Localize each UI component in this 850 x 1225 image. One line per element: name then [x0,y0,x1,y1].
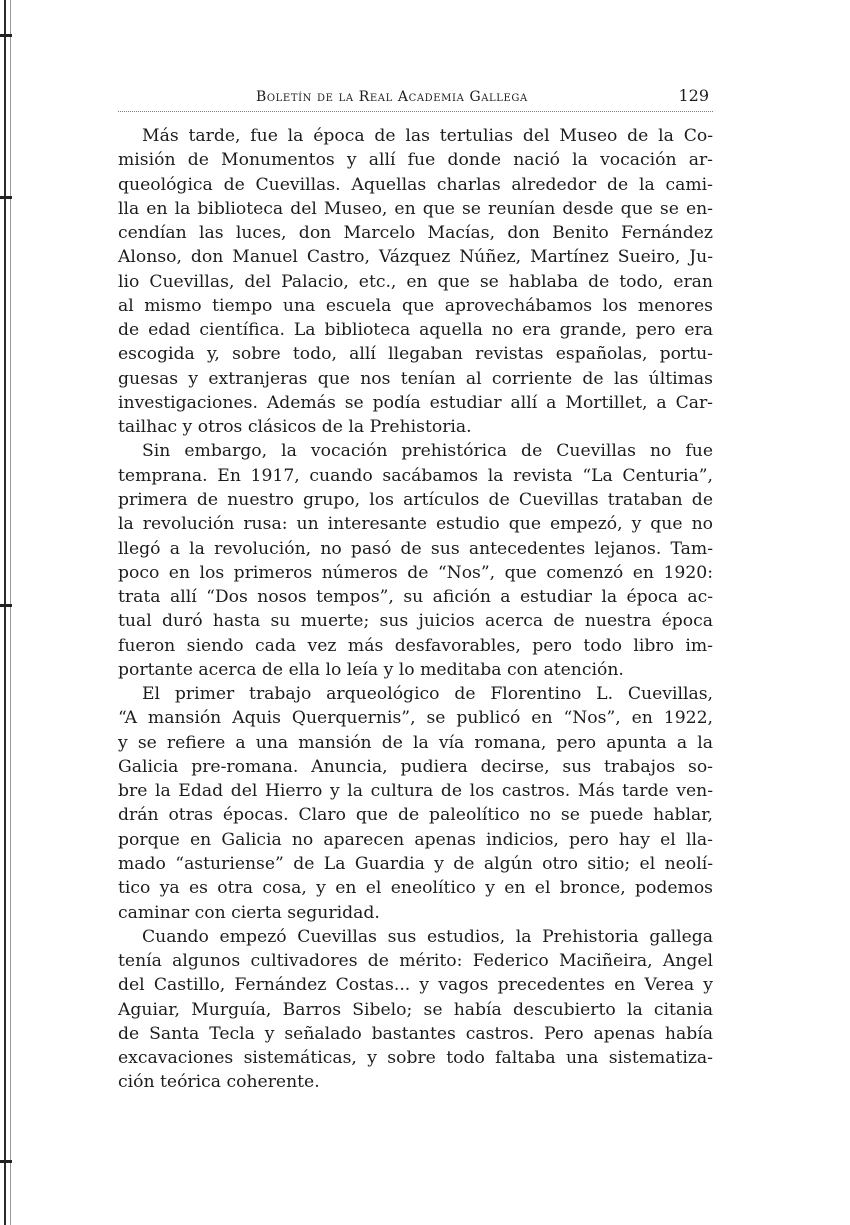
text-line: drán otras épocas. Claro que de paleolítico no se puede hablar, [118,805,713,826]
page-binding-edge-inner [10,0,11,1225]
text-line: ción teórica coherente. [118,1072,320,1093]
header-rule [118,111,713,112]
text-line: al mismo tiempo una escuela que aprovechábamos los menores [118,295,713,316]
text-line: y se refiere a una mansión de la vía romana, pero apunta a la [118,732,713,753]
text-line: de Santa Tecla y señalado bastantes castros. Pero apenas había [118,1023,713,1044]
text-line: poco en los primeros números de “Nos”, que comenzó en 1920: [118,562,713,583]
text-line: llegó a la revolución, no pasó de sus antecedentes lejanos. Tam- [118,538,713,559]
text-line: tailhac y otros clásicos de la Prehistoria. [118,417,472,438]
text-line: “A mansión Aquis Querquernis”, se publicó en “Nos”, en 1922, [118,708,713,729]
binding-mark [0,34,12,37]
text-line: primera de nuestro grupo, los artículos de Cuevillas trataban de [118,489,713,510]
text-line: guesas y extranjeras que nos tenían al corriente de las últimas [118,368,713,389]
journal-title: Boletín de la Real Academia Gallega [256,89,528,105]
text-line: de edad científica. La biblioteca aquella no era grande, pero era [118,320,713,341]
text-line: portante acerca de ella lo leía y lo meditaba con atención. [118,659,624,680]
text-line: porque en Galicia no aparecen apenas indicios, pero hay el lla- [118,829,713,850]
text-line: investigaciones. Además se podía estudiar allí a Mortillet, a Car- [118,392,713,413]
text-line: cendían las luces, don Marcelo Macías, don Benito Fernández [118,223,713,244]
paragraph [118,682,713,925]
text-line: la revolución rusa: un interesante estudio que empezó, y que no [118,514,713,535]
binding-mark [0,1160,12,1163]
text-line: temprana. En 1917, cuando sacábamos la revista “La Centuria”, [118,465,713,486]
text-line: mado “asturiense” de La Guardia y de algún otro sitio; el neolí- [118,853,713,874]
paragraph [118,925,713,1095]
text-line: Más tarde, fue la época de las tertulias del Museo de la Co- [142,126,713,146]
text-line: escogida y, sobre todo, allí llegaban revistas españolas, portu- [118,344,713,365]
body-text [118,124,713,1095]
text-line: El primer trabajo arqueológico de Florentino L. Cuevillas, [142,684,713,705]
paragraph [118,439,713,682]
text-line: Sin embargo, la vocación prehistórica de Cuevillas no fue [142,441,713,462]
paragraph [118,124,713,439]
binding-mark [0,196,12,199]
page-binding-edge [4,0,6,1225]
text-line: excavaciones sistemáticas, y sobre todo faltaba una sistematiza- [118,1048,713,1069]
text-line: queológica de Cuevillas. Aquellas charlas alrededor de la cami- [118,174,713,195]
text-line: del Castillo, Fernández Costas... y vagos precedentes en Verea y [118,975,713,996]
text-line: Galicia pre-romana. Anuncia, pudiera decirse, sus trabajos so- [118,756,713,777]
page-number: 129 [678,86,709,105]
text-line: lio Cuevillas, del Palacio, etc., en que se hablaba de todo, eran [118,271,713,292]
text-line: caminar con cierta seguridad. [118,902,380,923]
text-line: tico ya es otra cosa, y en el eneolítico y en el bronce, podemos [118,878,713,899]
text-line: tenía algunos cultivadores de mérito: Federico Maciñeira, Angel [118,951,713,972]
text-line: Alonso, don Manuel Castro, Vázquez Núñez, Martínez Sueiro, Ju- [118,247,713,268]
text-line: bre la Edad del Hierro y la cultura de los castros. Más tarde ven- [118,781,713,802]
text-line: Aguiar, Murguía, Barros Sibelo; se había descubierto la citania [118,999,713,1020]
text-line: fueron siendo cada vez más desfavorables, pero todo libro im- [118,635,713,656]
binding-mark [0,604,12,607]
text-line: misión de Monumentos y allí fue donde nació la vocación ar- [118,150,713,171]
text-line: lla en la biblioteca del Museo, en que se reunían desde que se en- [118,198,713,219]
text-line: tual duró hasta su muerte; sus juicios acerca de nuestra época [118,611,713,632]
text-line: trata allí “Dos nosos tempos”, su afición a estudiar la época ac- [118,587,713,608]
running-header [118,86,713,112]
text-line: Cuando empezó Cuevillas sus estudios, la Prehistoria gallega [142,926,713,947]
